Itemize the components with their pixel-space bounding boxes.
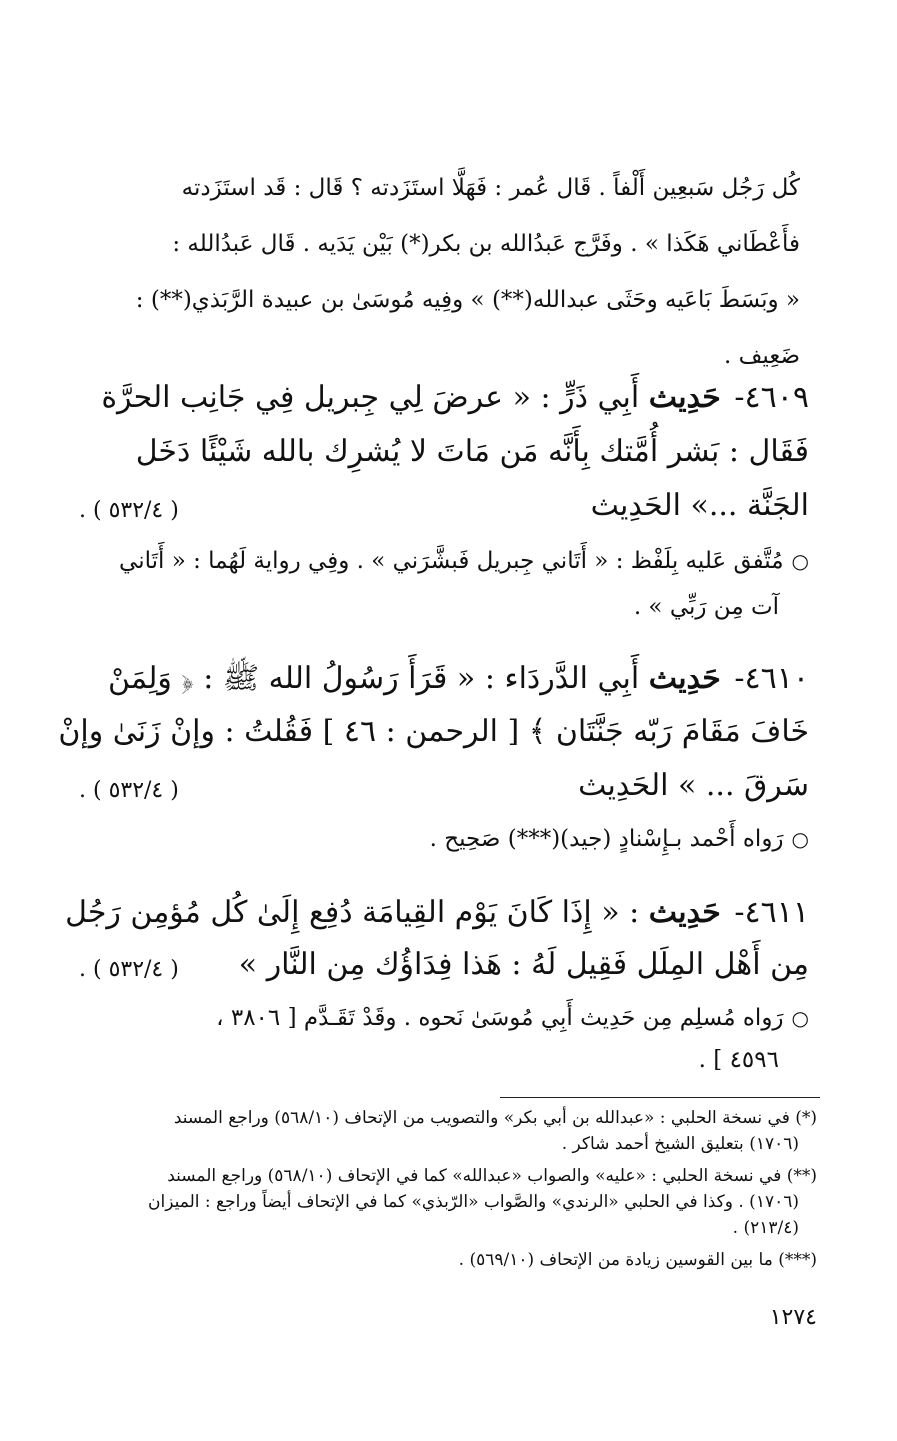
hadith-number: ٤٦١١-: [734, 895, 809, 930]
note-text: رَواه مُسلِم مِن حَدِيث أَبِي مُوسَىٰ نَحوه . وقَدْ تَقَـدَّم [ ٣٨٠٦ ،: [216, 1005, 784, 1031]
hadith-heading-word: حَدِيث: [648, 380, 721, 415]
intro-line: ضَعِيف .: [724, 343, 800, 369]
hadith-line: خَافَ مَقَامَ رَبّه جَنَّتَان ﴾ [ الرحمن : ٤٦ ] فَقُلتُ : وإنْ زَنَىٰ وإنْ: [58, 714, 809, 749]
circle-bullet-icon: ○: [791, 1006, 809, 1030]
footnote-line: (*) في نسخة الحلبي : «عبدالله بن أبي بكر» والتصويب من الإتحاف (٥٦٨/١٠) وراجع المسند: [173, 1108, 817, 1128]
source-reference: ( ٥٣٢/٤ ) .: [79, 957, 179, 982]
hadith-note: [119, 548, 809, 574]
source-reference: ( ٥٣٢/٤ ) .: [79, 498, 179, 523]
footnote-line: (**) في نسخة الحلبي : «عليه» والصواب «عبدالله» كما في الإتحاف (٥٦٨/١٠) وراجع المسند: [167, 1166, 817, 1186]
circle-bullet-icon: ○: [791, 827, 809, 851]
source-reference: ( ٥٣٢/٤ ) .: [79, 778, 179, 803]
footnote-divider: [500, 1097, 820, 1098]
hadith-line: سَرقَ ... » الحَدِيث: [578, 768, 809, 803]
hadith-note: [430, 826, 809, 852]
hadith-number: ٤٦٠٩-: [734, 380, 809, 415]
footnote-line: (١٧٠٦) . وكذا في الحلبي «الرندي» والصَّواب «الرّبذي» كما في الإتحاف أيضاً وراجع : الميزان: [148, 1192, 799, 1212]
hadith-text: : « إِذَا كَانَ يَوْم القِيامَة دُفِع إِلَىٰ كُل مُؤمِن رَجُل: [65, 895, 640, 930]
page-number: ١٢٧٤: [769, 1305, 817, 1330]
intro-line: فأَعْطَاني هَكَذا » . وفَرَّج عَبدُالله بن بكر(*) بَيْن يَدَيه . قَال عَبدُالله :: [172, 231, 800, 257]
circle-bullet-icon: ○: [791, 549, 809, 573]
hadith-line: [101, 380, 809, 415]
footnote-line: (٢١٣/٤) .: [732, 1218, 799, 1238]
hadith-heading-word: حَدِيث: [648, 661, 721, 696]
intro-line: كُل رَجُل سَبعِين أَلْفاً . قَال عُمر : فَهَلَّا استَزَدته ؟ قَال : قَد استَزَدته: [181, 175, 800, 201]
hadith-line: مِن أَهْل المِلَل فَقِيل لَهُ : هَذا فِدَاؤُك مِن النَّار »: [238, 947, 809, 982]
note-text: مُتَّفق عَليه بِلَفْظ : « أَتَاني جِبريل فَبشَّرَني » . وفِي رواية لَهُما : « أَتَاني: [119, 548, 784, 574]
hadith-text: أَبِي ذَرٍّ : « عرضَ لِي جِبريل فِي جَانِب الحرَّة: [101, 380, 640, 415]
hadith-line: الجَنَّة ...» الحَدِيث: [590, 488, 809, 523]
footnote-line: (***) ما بين القوسين زيادة من الإتحاف (٥٦٩/١٠) .: [458, 1250, 817, 1270]
hadith-number: ٤٦١٠-: [734, 661, 809, 696]
intro-line: « وبَسَطَ بَاعَيه وحَثَى عبدالله(**) » وفِيه مُوسَىٰ بن عبيدة الرَّبَذي(**) :: [135, 287, 800, 313]
hadith-note: [216, 1005, 809, 1031]
hadith-line: فَقَال : بَشر أُمَّتك بِأَنَّه مَن مَاتَ لا يُشرِك بالله شَيْئًا دَخَل: [135, 434, 809, 469]
hadith-4609: [79, 380, 809, 640]
footnote-line: (١٧٠٦) بتعليق الشيخ أحمد شاكر .: [561, 1134, 799, 1154]
hadith-text: أَبِي الدَّردَاء : « قَرَأَ رَسُولُ الله ﷺ : ﴿ وَلِمَنْ: [108, 661, 640, 696]
hadith-heading-word: حَدِيث: [648, 895, 721, 930]
hadith-line: [65, 895, 809, 930]
hadith-note: آت مِن رَبِّي » .: [633, 594, 779, 620]
hadith-line: [108, 660, 809, 703]
hadith-note: ٤٥٩٦ ] .: [698, 1047, 779, 1073]
hadith-4611: [65, 895, 809, 1085]
note-text: رَواه أَحْمد بـإِسْنادٍ (جيد)(***) صَحِيح .: [429, 826, 784, 852]
hadith-4610: [58, 660, 809, 880]
